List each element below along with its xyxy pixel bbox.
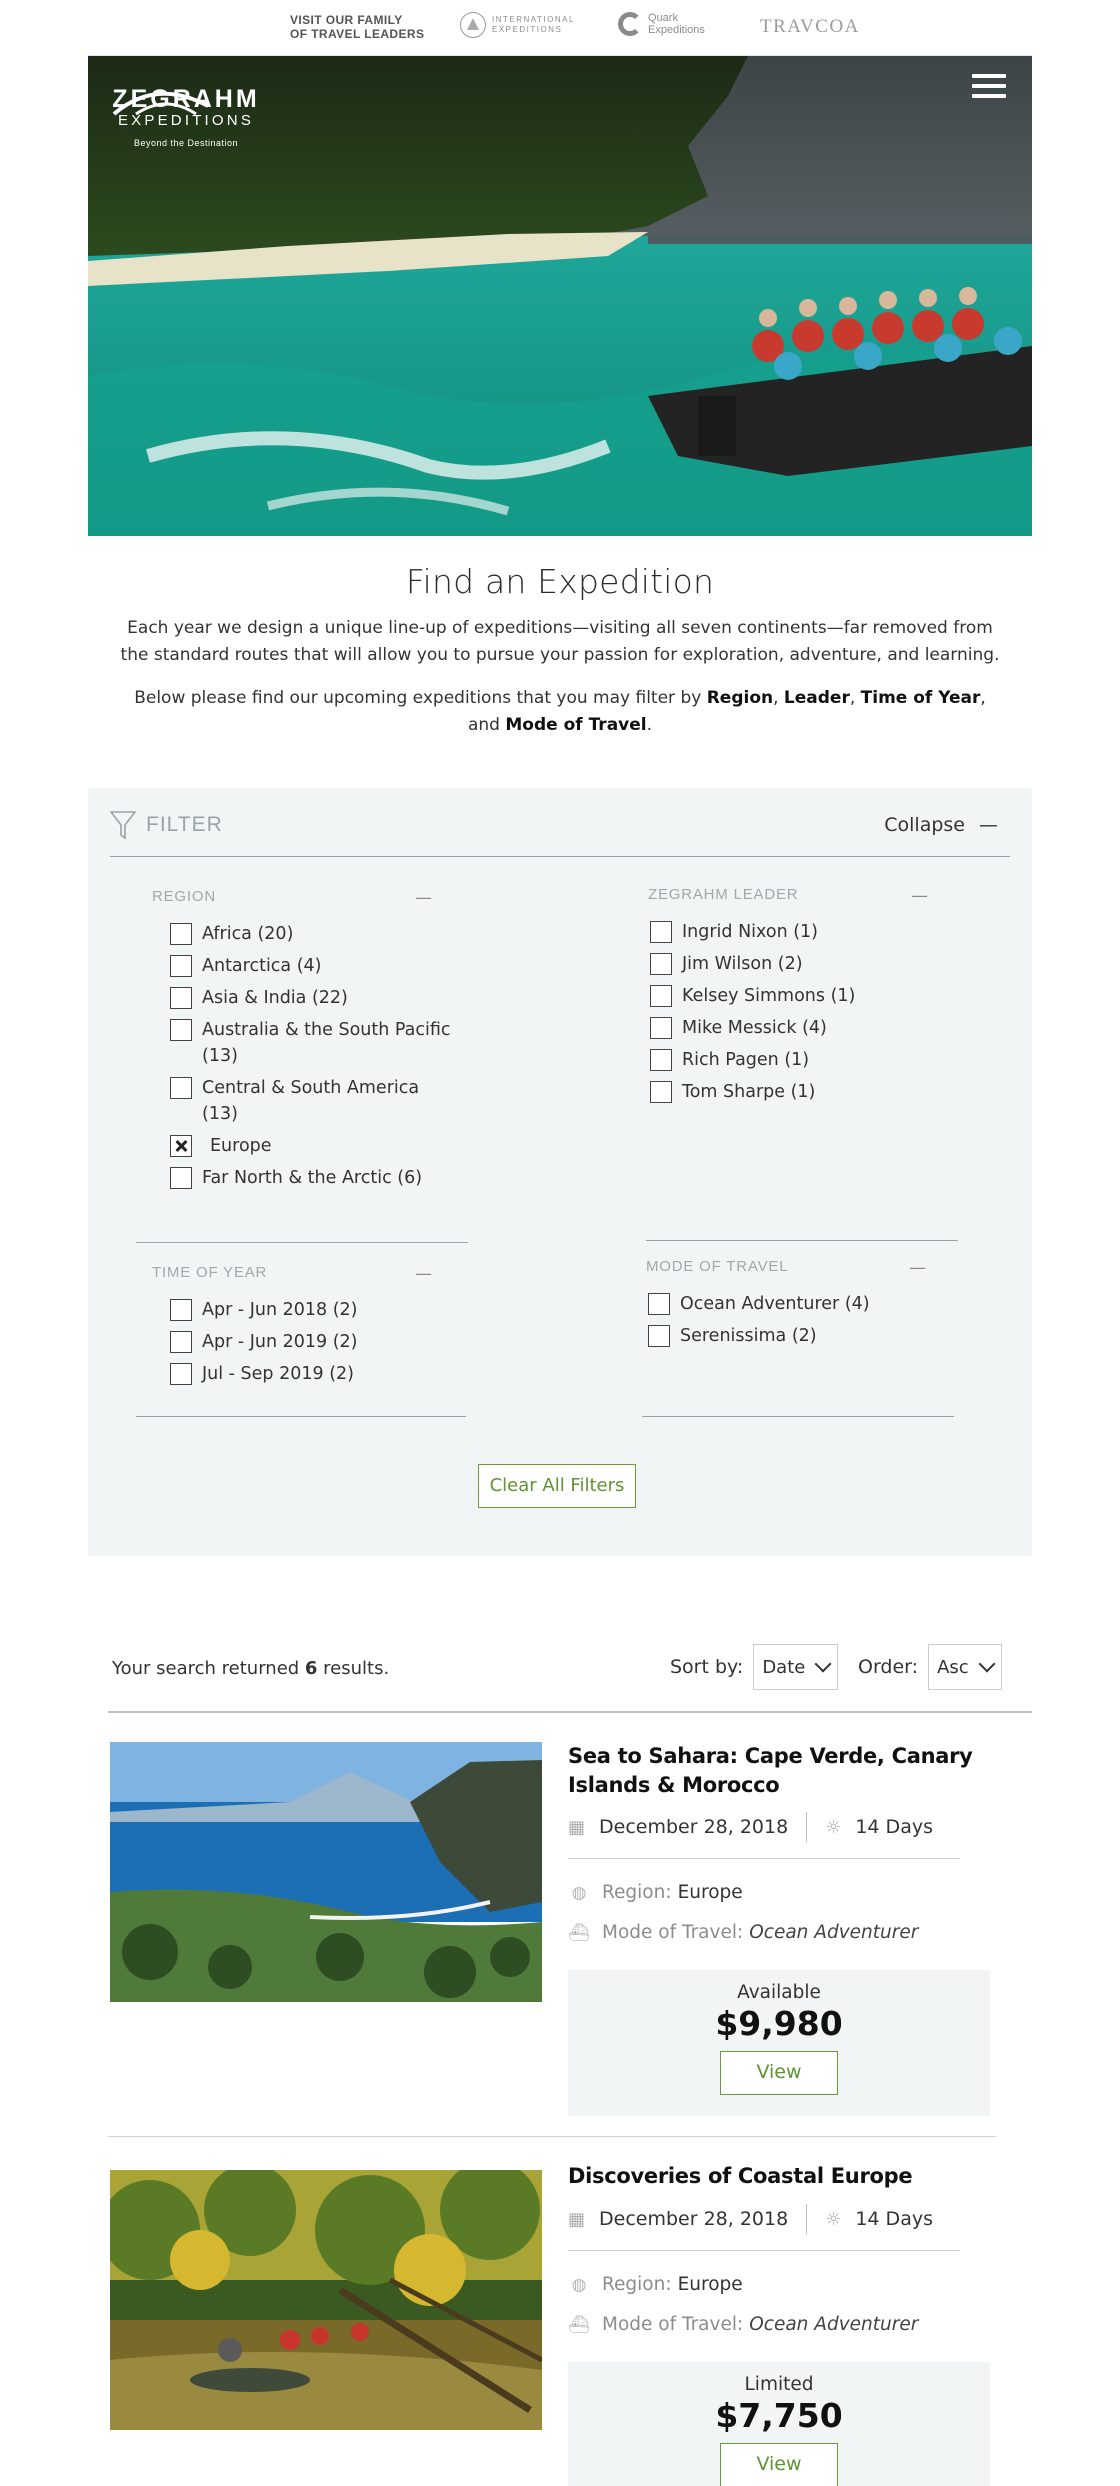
time-of-year-option-label: Apr - Jun 2018 (2): [202, 1300, 358, 1320]
divider: [646, 1240, 958, 1241]
price: $9,980: [715, 2004, 843, 2043]
quark-q-icon: [618, 12, 642, 36]
family-label: VISIT OUR FAMILY OF TRAVEL LEADERS: [290, 13, 425, 41]
checkbox[interactable]: [648, 1293, 670, 1315]
expedition-mode-of-travel: ⛴ Mode of Travel: Ocean Adventurer: [568, 1922, 919, 1943]
mode-of-travel-option-label: Serenissima (2): [680, 1326, 817, 1346]
page-title: Find an Expedition: [405, 562, 715, 601]
filter-panel: [88, 788, 1032, 1556]
expedition-image[interactable]: [110, 1742, 542, 2002]
expedition-dates: ▦ December 28, 2018 ☼ 14 Days: [568, 1812, 933, 1842]
region-option-label: Central & South America (13): [202, 1078, 420, 1124]
expedition-mode-of-travel: ⛴ Mode of Travel: Ocean Adventurer: [568, 2314, 919, 2335]
filter-header: [110, 810, 223, 840]
kayak-photo: [110, 2170, 542, 2430]
checkbox[interactable]: [170, 1019, 192, 1041]
checkbox[interactable]: [650, 1081, 672, 1103]
leader-option-label: Rich Pagen (1): [682, 1050, 810, 1070]
zegrahm-logo[interactable]: ZEGRAHM EXPEDITIONS Beyond the Destination: [106, 84, 266, 148]
time-of-year-filter-group: [152, 1264, 452, 1393]
view-button[interactable]: View: [720, 2051, 838, 2095]
checkbox[interactable]: [170, 1299, 192, 1321]
intro-paragraph: Each year we design a unique line-up of expeditions—visiting all seven continents—far removed from the standard routes that will allow you to pursue your passion for exploration, adventure, and learning.: [120, 618, 1000, 665]
checkbox[interactable]: [170, 955, 192, 977]
right-gutter: [1032, 0, 1120, 2486]
sort-by-select[interactable]: Date: [753, 1644, 838, 1690]
region-option-label: Antarctica (4): [202, 956, 322, 976]
chevron-down-icon: [815, 1656, 832, 1673]
checkbox[interactable]: [650, 1017, 672, 1039]
leader-option[interactable]: [650, 1047, 948, 1073]
region-toggle-icon[interactable]: —: [415, 888, 432, 908]
region-option[interactable]: [170, 1165, 452, 1191]
expedition-title[interactable]: Sea to Sahara: Cape Verde, Canary Islands & Morocco: [568, 1744, 973, 1797]
ship-icon: ⛴: [568, 1922, 590, 1943]
checkbox-checked[interactable]: [170, 1135, 192, 1157]
mode-of-travel-option[interactable]: [648, 1323, 946, 1349]
expedition-region: ◍ Region: Europe: [568, 2274, 743, 2295]
region-filter-group: [152, 888, 452, 1197]
region-option[interactable]: [170, 1133, 452, 1159]
expedition-image[interactable]: [110, 2170, 542, 2430]
filter-label: FILTER: [146, 813, 223, 836]
leader-option[interactable]: [650, 951, 948, 977]
time-of-year-title: TIME OF YEAR: [152, 1264, 268, 1281]
divider: [136, 1242, 468, 1243]
time-of-year-toggle-icon[interactable]: —: [415, 1264, 432, 1284]
divider: [642, 1416, 954, 1417]
region-option-label: Africa (20): [202, 924, 294, 944]
mode-of-travel-options: [648, 1291, 946, 1349]
price: $7,750: [715, 2396, 843, 2435]
chevron-down-icon: [978, 1656, 995, 1673]
divider: [568, 1858, 960, 1859]
region-option[interactable]: [170, 1075, 452, 1127]
minus-icon: —: [979, 814, 998, 836]
divider: [136, 1416, 466, 1417]
expedition-dates: ▦ December 28, 2018 ☼ 14 Days: [568, 2204, 933, 2234]
checkbox[interactable]: [170, 1167, 192, 1189]
region-option-label: Europe: [210, 1136, 272, 1156]
region-title: REGION: [152, 888, 216, 905]
hero-image: [88, 56, 1032, 536]
leader-option-label: Tom Sharpe (1): [682, 1082, 816, 1102]
leader-filter-group: [648, 886, 948, 1111]
sort-control: Sort by: Date: [670, 1644, 838, 1690]
time-of-year-option[interactable]: [170, 1361, 452, 1387]
intro-section: [88, 536, 1032, 788]
region-option[interactable]: [170, 1017, 452, 1069]
region-option-label: Far North & the Arctic (6): [202, 1168, 423, 1188]
price-box: [568, 1970, 990, 2116]
checkbox[interactable]: [170, 1363, 192, 1385]
expedition-title[interactable]: Discoveries of Coastal Europe: [568, 2164, 913, 2188]
time-of-year-option-label: Jul - Sep 2019 (2): [202, 1364, 354, 1384]
mode-of-travel-filter-group: [646, 1258, 946, 1355]
mode-of-travel-title: MODE OF TRAVEL: [646, 1258, 789, 1275]
divider: [110, 856, 1010, 857]
calendar-icon: ▦: [568, 2208, 586, 2230]
checkbox[interactable]: [648, 1325, 670, 1347]
family-bar: [88, 0, 1032, 56]
checkbox[interactable]: [170, 1331, 192, 1353]
region-option-label: Asia & India (22): [202, 988, 348, 1008]
order-select[interactable]: Asc: [928, 1644, 1002, 1690]
globe-icon: ◍: [571, 1882, 587, 1903]
divider: [108, 1711, 1032, 1713]
left-gutter: [0, 0, 88, 2486]
coast-photo: [110, 1742, 542, 2002]
collapse-button[interactable]: Collapse —: [884, 814, 998, 836]
region-option[interactable]: [170, 985, 452, 1011]
leader-option-label: Jim Wilson (2): [682, 954, 803, 974]
divider: [568, 2250, 960, 2251]
international-expeditions-link[interactable]: INTERNATIONAL EXPEDITIONS: [460, 12, 575, 38]
leader-option-label: Kelsey Simmons (1): [682, 986, 856, 1006]
checkbox[interactable]: [170, 923, 192, 945]
checkbox[interactable]: [650, 985, 672, 1007]
availability-status: Limited: [744, 2374, 814, 2395]
sun-icon: ☼: [825, 1816, 842, 1838]
leader-toggle-icon[interactable]: —: [911, 886, 928, 906]
results-count: Your search returned 6 results.: [112, 1658, 390, 1679]
hamburger-menu-icon[interactable]: [972, 74, 1006, 104]
mode-of-travel-option-label: Ocean Adventurer (4): [680, 1294, 870, 1314]
intro-filter-hint: Below please find our upcoming expeditions that you may filter by Region, Leader, Time of Year, and Mode of Travel.: [134, 688, 986, 735]
leader-option-label: Mike Messick (4): [682, 1018, 827, 1038]
ship-icon: ⛴: [568, 2314, 590, 2335]
region-option[interactable]: [170, 921, 452, 947]
order-control: Order: Asc: [858, 1644, 1002, 1690]
results-toolbar: [88, 1612, 1032, 1712]
region-options: [170, 921, 452, 1191]
time-of-year-option[interactable]: [170, 1297, 452, 1323]
time-of-year-option-label: Apr - Jun 2019 (2): [202, 1332, 358, 1352]
checkbox[interactable]: [170, 1077, 192, 1099]
leader-options: [650, 919, 948, 1105]
checkbox[interactable]: [650, 921, 672, 943]
globe-icon: ◍: [571, 2274, 587, 2295]
availability-status: Available: [737, 1982, 821, 2003]
leader-option[interactable]: [650, 1079, 948, 1105]
view-button[interactable]: View: [720, 2443, 838, 2486]
leader-option-label: Ingrid Nixon (1): [682, 922, 819, 942]
expedition-card: [108, 2162, 996, 2486]
triangle-circle-icon: [460, 12, 486, 38]
funnel-icon: [110, 810, 136, 840]
leader-option[interactable]: [650, 983, 948, 1009]
divider: [108, 2136, 996, 2137]
clear-all-filters-button[interactable]: Clear All Filters: [478, 1464, 636, 1508]
expedition-region: ◍ Region: Europe: [568, 1882, 743, 1903]
region-option[interactable]: [170, 953, 452, 979]
checkbox[interactable]: [650, 953, 672, 975]
price-box: [568, 2362, 990, 2486]
quark-expeditions-link[interactable]: Quark Expeditions: [618, 12, 705, 36]
calendar-icon: ▦: [568, 1816, 586, 1838]
sun-icon: ☼: [825, 2208, 842, 2230]
leader-title: ZEGRAHM LEADER: [648, 886, 799, 903]
leader-option[interactable]: [650, 919, 948, 945]
checkbox[interactable]: [650, 1049, 672, 1071]
expedition-card: [108, 1742, 996, 2122]
mode-of-travel-option[interactable]: [648, 1291, 946, 1317]
travcoa-link[interactable]: TRAVCOA: [760, 16, 860, 37]
checkbox[interactable]: [170, 987, 192, 1009]
mode-of-travel-toggle-icon[interactable]: —: [909, 1258, 926, 1278]
region-option-label: Australia & the South Pacific (13): [202, 1020, 451, 1066]
logo-arc-icon: [106, 84, 216, 120]
leader-option[interactable]: [650, 1015, 948, 1041]
time-of-year-options: [170, 1297, 452, 1387]
time-of-year-option[interactable]: [170, 1329, 452, 1355]
